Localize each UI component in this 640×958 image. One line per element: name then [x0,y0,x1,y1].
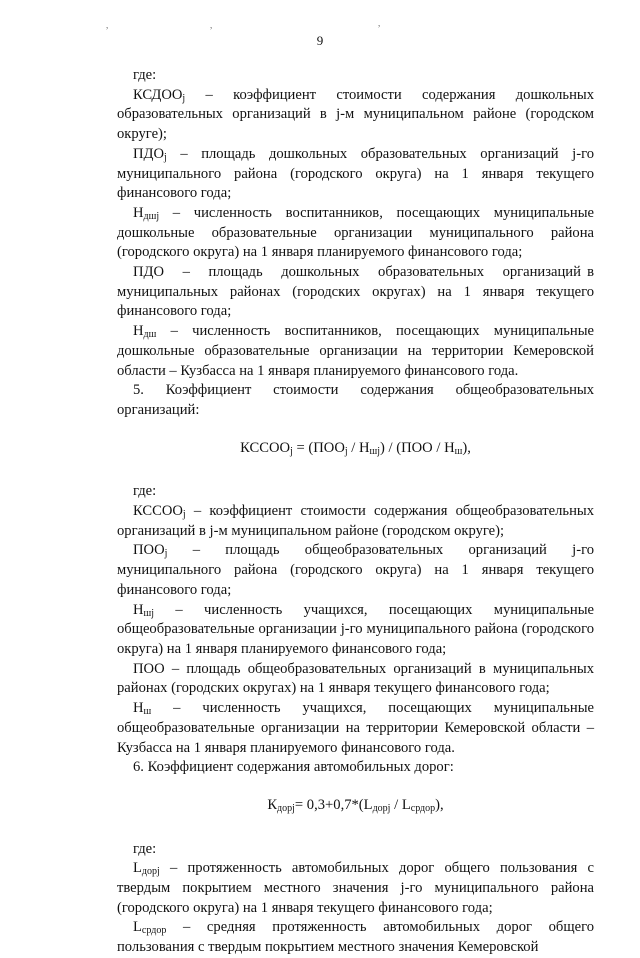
paragraph: ПОО – площадь общеобразовательных организаций в муниципальных районах (городских округах) на 1 января текущего финансового года; [117,660,594,697]
paragraph: $ПОО_j$ – площадь общеобразовательных организаций j-го муниципального района (городского округа) на 1 января текущего финансового года; [117,542,594,598]
page-number: 9 [316,33,324,48]
paragraph: $Н_{дшj}$ – численность воспитанников, посещающих муниципальные дошкольные образовательные организации муниципального района (городского округа) на 1 января планируемого финансового года; [117,204,594,261]
scan-speck: , [106,20,109,30]
paragraph: $L_{срдор}$ – средняя протяженность автомобильных дорог общего пользования с твердым покрытием местного значения Кемеровской [117,919,594,956]
formula: $КССОО_j = (ПОО_j / Н_{шj}) / (ПОО / Н_ш)$, [240,439,471,457]
scan-speck: , [210,20,213,30]
paragraph: $Н_{шj}$ – численность учащихся, посещающих муниципальные общеобразовательные организации j-го муниципального района (городского округа) на 1 января планируемого финансового года; [117,601,594,657]
paragraph: $КССОО_j$ – коэффициент стоимости содержания общеобразовательных организаций в j-м муниципальном районе (городском округе); [117,503,594,539]
paragraph: ПДО – площадь дошкольных образовательных организаций в муниципальных районах (городских округах) на 1 января текущего финансового года; [117,264,594,320]
paragraph: $Н_{дш}$ – численность воспитанников, посещающих муниципальные дошкольные образовательные организации на территории Кемеровской области – Кузбасса на 1 января планируемого финансового года. [117,323,594,379]
document-body [117,66,594,958]
paragraph: $L_{дорj}$ – протяженность автомобильных дорог общего пользования с твердым покрытием местного значения j-го муниципального района (городского округа) на 1 января текущего финансового года; [117,860,594,916]
paragraph: 5. Коэффициент стоимости содержания общеобразовательных организаций: [117,382,594,418]
paragraph: $Н_ш$ – численность учащихся, посещающих муниципальные общеобразовательные организации на территории Кемеровской области – Кузбасса на 1 января планируемого финансового года. [117,700,594,756]
scan-speck: , [378,18,381,28]
where-label: где: [133,483,157,500]
paragraph: $ПДО_j$ – площадь дошкольных образовательных организаций j-го муниципального района (городского округа) на 1 января текущего финансового года; [117,145,594,202]
where-label: где: [133,840,157,857]
paragraph: 6. Коэффициент содержания автомобильных дорог: [133,759,454,776]
formula: $К_{дорj}= 0,3+0,7*(L_{дорj} / L_{срдор})$, [267,796,444,814]
where-label: где: [133,67,157,83]
paragraph: $КСДОО_j$ – коэффициент стоимости содержания дошкольных образовательных организаций в j-м муниципальном районе (городском округе); [117,86,594,143]
